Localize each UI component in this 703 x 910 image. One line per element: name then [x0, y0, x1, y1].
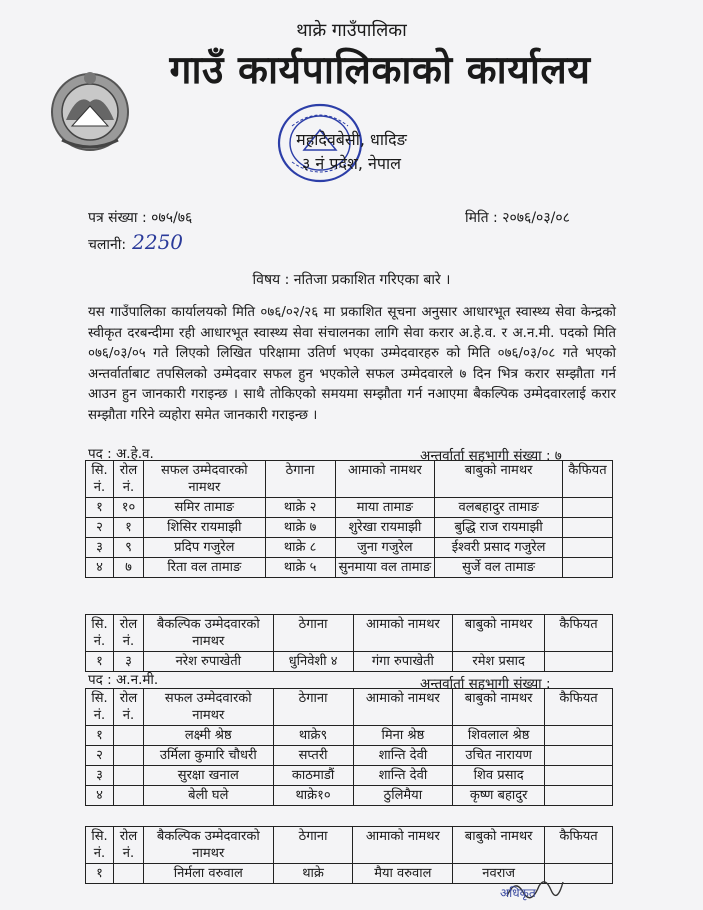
table-cell: प्रदिप गजुरेल: [143, 538, 265, 558]
table-header-row: [86, 615, 613, 652]
alternate-candidates-table-aheb: [85, 614, 613, 672]
table-cell: सुरक्षा खनाल: [143, 766, 273, 786]
column-header: रोल नं.: [113, 689, 143, 726]
table-cell: धुनिवेशी ४: [273, 652, 353, 672]
table-cell: नवराज: [453, 864, 545, 884]
table-cell: ९: [113, 538, 143, 558]
table-cell: ३: [86, 766, 114, 786]
table-row: [86, 726, 613, 746]
column-header: कैफियत: [545, 615, 613, 652]
office-province: ३ नं प्रदेश, नेपाल: [302, 154, 401, 173]
table-cell: बुद्धि राज रायमाझी: [435, 518, 563, 538]
table-row: [86, 652, 613, 672]
table-cell: थाक्रे २: [265, 498, 335, 518]
column-header: कैफियत: [545, 689, 613, 726]
column-header: ठेगाना: [265, 461, 335, 498]
letter-body: यस गाउँपालिका कार्यालयको मिति ०७६/०२/२६ मा प्रकाशित सूचना अनुसार आधारभूत स्वास्थ्य सेवा केन्द्रको स्वीकृत दरबन्दीमा रही आधारभूत स्वास्थ्य सेवा संचालनका लागि सेवा करार अ.हे.व. र अ.न.मी. पदको मिति ०७६/०३/०५ गते लिएको लिखित परिक्षामा उतिर्ण भएका उम्मेदवारहरु को मिति ०७६/०३/०८ गते भएको अन्तर्वार्ताबाट तपसिलको उम्मेदवार सफल हुन भएकोले सफल उम्मेदवारले ७ दिन भित्र करार सम्झौता गर्न आउन हुन जानकारी गराइन्छ । साथै तोकिएको समयमा सम्झौता गर्न नआएमा बैकल्पिक उम्मेदवारलाई करार सम्झौता गरिने व्यहोरा समेत जानकारी गराइन्छ ।: [88, 305, 616, 423]
table-cell: माया तामाङ: [335, 498, 435, 518]
column-header: बाबुको नामथर: [453, 827, 545, 864]
table-header-row: [86, 461, 613, 498]
table-header-row: [86, 689, 613, 726]
column-header: बाबुको नामथर: [453, 689, 545, 726]
table-cell: रिता वल तामाङ: [143, 558, 265, 578]
table-cell: [545, 726, 613, 746]
table-cell: ३: [86, 538, 114, 558]
table-cell: [545, 766, 613, 786]
signatory-designation: अधिकृत: [500, 886, 536, 900]
column-header: सि. नं.: [86, 827, 114, 864]
office-location: महादेवबेसी, धादिङ: [296, 130, 407, 149]
column-header: आमाको नामथर: [353, 689, 453, 726]
table-cell: शान्ति देवी: [353, 746, 453, 766]
table-row: [86, 786, 613, 806]
column-header: बाबुको नामथर: [435, 461, 563, 498]
municipality-name: थाक्रे गाउँपालिका: [296, 20, 407, 41]
table-cell: ठुलिमैया: [353, 786, 453, 806]
table-cell: मिना श्रेष्ठ: [353, 726, 453, 746]
table-cell: १: [113, 518, 143, 538]
table-cell: थाक्रे ५: [265, 558, 335, 578]
table-cell: [113, 864, 143, 884]
table-cell: ४: [86, 558, 114, 578]
dispatch-number-line: [88, 230, 183, 254]
table-cell: १: [86, 498, 114, 518]
table-cell: उर्मिला कुमारि चौधरी: [143, 746, 273, 766]
table-cell: रमेश प्रसाद: [453, 652, 545, 672]
table-cell: ईश्वरी प्रसाद गजुरेल: [435, 538, 563, 558]
table-cell: १: [86, 864, 114, 884]
column-header: ठेगाना: [273, 689, 353, 726]
column-header: रोल नं.: [113, 615, 143, 652]
table-cell: [562, 558, 612, 578]
table-cell: [113, 726, 143, 746]
letter-subject: विषय : नतिजा प्रकाशित गरिएका बारे ।: [252, 272, 451, 288]
dispatch-number-handwritten: 2250: [132, 230, 184, 254]
table-cell: १: [86, 726, 114, 746]
office-title: गाउँ कार्यपालिकाको कार्यालय: [169, 48, 591, 93]
letter-reference-number: पत्र संख्या : ०७५/७६: [88, 210, 193, 226]
column-header: ठेगाना: [273, 827, 353, 864]
table-cell: [562, 498, 612, 518]
table-cell: ७: [113, 558, 143, 578]
table-cell: [562, 518, 612, 538]
table-cell: थाक्रे: [273, 864, 353, 884]
table-cell: नरेश रुपाखेती: [143, 652, 273, 672]
interview-count-anmi: अन्तर्वार्ता सहभागी संख्या :: [420, 676, 551, 692]
table-cell: शिव प्रसाद: [453, 766, 545, 786]
column-header: आमाको नामथर: [353, 615, 453, 652]
table-cell: २: [86, 746, 114, 766]
table-cell: [545, 652, 613, 672]
column-header: आमाको नामथर: [335, 461, 435, 498]
interview-count-aheb: अन्तर्वार्ता सहभागी संख्या : ७: [420, 448, 562, 464]
table-cell: समिर तामाङ: [143, 498, 265, 518]
column-header: बाबुको नामथर: [453, 615, 545, 652]
table-cell: शुरेखा रायमाझी: [335, 518, 435, 538]
column-header: सफल उम्मेदवारको नामथर: [143, 461, 265, 498]
table-row: [86, 518, 613, 538]
selected-candidates-table-aheb: [85, 460, 613, 578]
table-cell: जुना गजुरेल: [335, 538, 435, 558]
column-header: आमाको नामथर: [353, 827, 453, 864]
table-row: [86, 498, 613, 518]
table-cell: [562, 538, 612, 558]
table-row: [86, 558, 613, 578]
table-cell: उचित नारायण: [453, 746, 545, 766]
table-cell: १०: [113, 498, 143, 518]
column-header: सि. नं.: [86, 461, 114, 498]
table-row: [86, 538, 613, 558]
table-cell: थाक्रे ७: [265, 518, 335, 538]
table-cell: गंगा रुपाखेती: [353, 652, 453, 672]
column-header: सि. नं.: [86, 615, 114, 652]
table-cell: कृष्ण बहादुर: [453, 786, 545, 806]
selected-candidates-table-anmi: [85, 688, 613, 806]
table-cell: [545, 746, 613, 766]
table-cell: [113, 786, 143, 806]
table-cell: शिवलाल श्रेष्ठ: [453, 726, 545, 746]
dispatch-label: चलानी:: [88, 237, 127, 253]
table-cell: [113, 766, 143, 786]
table-cell: सुर्जे वल तामाङ: [435, 558, 563, 578]
table-cell: काठमाडौं: [273, 766, 353, 786]
column-header: कैफियत: [545, 827, 613, 864]
table-cell: लक्ष्मी श्रेष्ठ: [143, 726, 273, 746]
table-cell: [113, 746, 143, 766]
table-cell: १: [86, 652, 114, 672]
post-label-aheb: पद : अ.हे.व.: [88, 446, 154, 462]
table-row: [86, 766, 613, 786]
table-cell: निर्मला वरुवाल: [143, 864, 273, 884]
table-header-row: [86, 827, 613, 864]
table-cell: [545, 786, 613, 806]
table-cell: मैया वरुवाल: [353, 864, 453, 884]
column-header: रोल नं.: [113, 461, 143, 498]
table-cell: बेली घले: [143, 786, 273, 806]
table-row: [86, 746, 613, 766]
column-header: ठेगाना: [273, 615, 353, 652]
table-cell: ४: [86, 786, 114, 806]
column-header: सफल उम्मेदवारको नामथर: [143, 689, 273, 726]
letter-date: मिति : २०७६/०३/०८: [465, 210, 570, 226]
column-header: रोल नं.: [113, 827, 143, 864]
table-cell: थाक्रे ८: [265, 538, 335, 558]
table-cell: सप्तरी: [273, 746, 353, 766]
table-cell: शिसिर रायमाझी: [143, 518, 265, 538]
column-header: सि. नं.: [86, 689, 114, 726]
table-cell: सुनमाया वल तामाङ: [335, 558, 435, 578]
table-cell: ३: [113, 652, 143, 672]
table-cell: थाक्रे१०: [273, 786, 353, 806]
column-header: बैकल्पिक उम्मेदवारको नामथर: [143, 615, 273, 652]
column-header: कैफियत: [562, 461, 612, 498]
column-header: बैकल्पिक उम्मेदवारको नामथर: [143, 827, 273, 864]
table-cell: २: [86, 518, 114, 538]
post-label-anmi: पद : अ.न.मी.: [88, 672, 159, 688]
table-cell: थाक्रे९: [273, 726, 353, 746]
table-cell: शान्ति देवी: [353, 766, 453, 786]
table-cell: वलबहादुर तामाङ: [435, 498, 563, 518]
